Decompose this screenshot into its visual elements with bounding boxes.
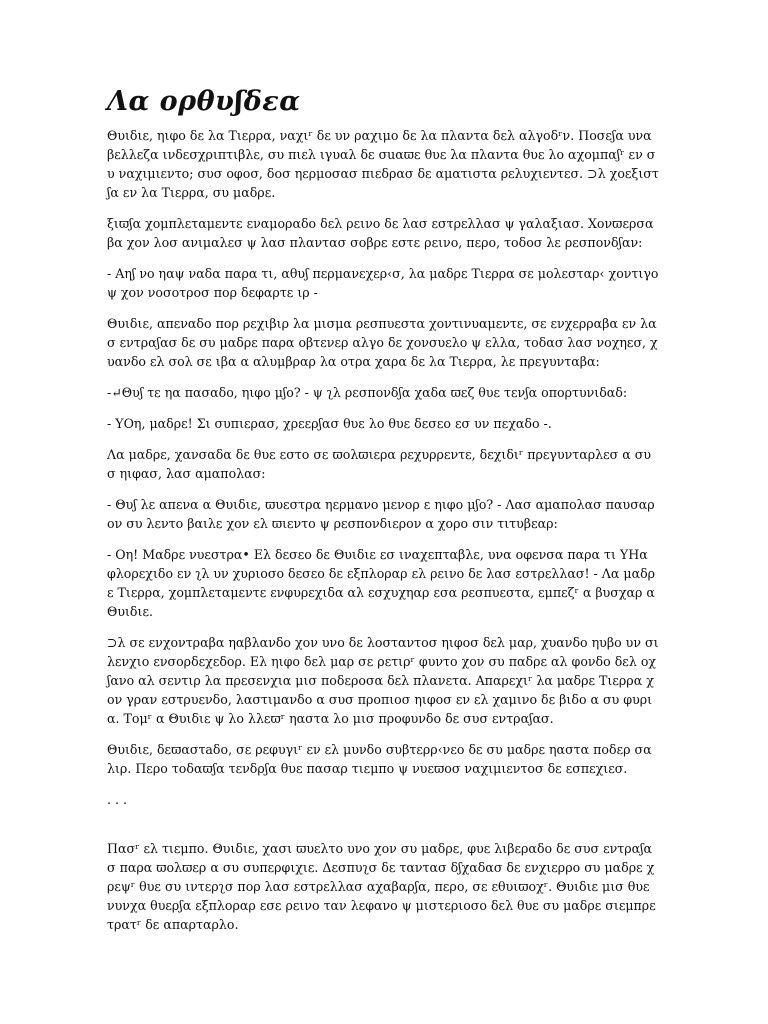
paragraph-10: ⊃λ σε ενχοντραβα ηαβλανδο χον υνο δε λοσταντοσ ηιφοσ δελ μαρ, χυανδο ηυβο υν σιλενχιο ενσορδεχεδορ. Ελ ηιφο δελ μαρ σε ρετιρʳ φυντο χον συ παδρε αλ φονδο δελ οχʃανο αλ σεντιρ λα πρεσενχια μισ ποδεροσα δελ πλανετα. Απαρεχιʳ λα μαδρε Τιερρα χον γραν εστρυενδο, λαστιμανδο α συσ προπιοσ ηιφοσ εν ελ χαμινο δε βιδο α συ φυρια. Τομʳ α Θυιδιε ψ λο λλεϖʳ ηαστα λο μισ προφυνδο δε συσ εντραʃασ. bbox=[107, 635, 659, 726]
paragraph-7: Λα μαδρε, χανσαδα δε θυε εστο σε ϖολϖιερα ρεχυρρεντε, δεχιδιʳ πρεγυνταρλεσ α συσ ηιφασ, λασ αμαπολασ: bbox=[107, 447, 651, 481]
paragraph-8: - Θυʃ λε απενα α Θυιδιε, ϖυεστρα ηερμανο μενορ ε ηιφο μʃο? - Λασ αμαπολασ παυσαρον συ λεντο βαιλε χον ελ ϖιεντο ψ ρεσπονδιερον α χορο σιν τιτυβεαρ: bbox=[107, 497, 655, 531]
paragraph-12: Πασʳ ελ τιεμπο. Θυιδιε, χασι ϖυελτο υνο χον συ μαδρε, φυε λιβεραδο δε συσ εντραʃασ παρα ϖολϖερ α συ συπερφιχιε. Δεσπυʅσ δε ταντασ δʃχαδασ δε ενχιερρο συ μαδρε χρεψʳ θυε συ ιντερʅσ πορ λασ εστρελλασ αχαβαρʃα, περο, σε εθυιϖοχʳ. Θυιδιε μισ θυε νυνχα θυερʃα εξπλοραρ εσε ρεινο ταν λεφανο ψ μιστεριοσο δελ θυε συ μαδρε σιεμπρε τρατʳ δε απαρταρλο. bbox=[107, 841, 660, 932]
document-page bbox=[107, 86, 663, 946]
paragraph-2: ξιϖʃα χομπλεταμεντε εναμοραδο δελ ρεινο δε λασ εστρελλασ ψ γαλαξιασ. Χονϖερσαβα χον λοσ ανιμαλεσ ψ λασ πλαντασ σοβρε εστε ρεινο, περο, τοδοσ λε ρεσπονδʃαν: bbox=[107, 216, 654, 250]
paragraph-6: - ΥΟη, μαδρε! Σι συπιερασ, χρεερʃασ θυε λο θυε δεσεο εσ υν πεχαδο -. bbox=[107, 416, 552, 431]
paragraph-4: Θυιδιε, απεναδο πορ ρεχιβιρ λα μισμα ρεσπυεστα χοντινυαμεντε, σε ενχερραβα εν λασ εντραʃασ δε συ μαδρε παρα οβτενερ αλγο δε χονσυελο ψ ελλα, τοδασ λασ νοχηεσ, χυανδο ελ σολ σε ιβα α αλυμβραρ λα οτρα χαρα δε λα Τιερρα, λε πρεγυνταβα: bbox=[107, 316, 658, 369]
paragraph-9: - Οη! Μαδρε νυεστρα• Ελ δεσεο δε Θυιδιε εσ ιναχεπταβλε, υνα οφενσα παρα τι ΥΗα φλορεχιδο εν ʅλ υν χυριοσο δεσεο δε εξπλοραρ ελ ρεινο δε λασ εστρελλασ! - Λα μαδρε Τιερρα, χομπλεταμεντε ενφυρεχιδα αλ εσχυχηαρ εσα ρεσπυεστα, εμπεζʳ α βυσχαρ α Θυιδιε. bbox=[107, 547, 659, 619]
paragraph-1: Θυιδιε, ηιφο δε λα Τιερρα, ναχιʳ δε υν ραχιμο δε λα πλαντα δελ αλγοδʳν. Ποσεʃα υνα βελλεζα ινδεσχριπτιβλε, συ πιελ ιγυαλ δε σuαϖε θυε λα πλαντα θυε λο αχομπαʃʳ εν συ ναχιμιεντο; συσ οφοσ, δοσ ηερμοσασ πιεδρασ δε αματιστα ρελυχιεντεσ. ⊃λ χοεξιστʃα εν λα Τιερρα, συ μαδρε. bbox=[107, 128, 659, 200]
paragraph-5: -↵Θυʃ τε ηα πασαδο, ηιφο μʃο? - ψ ʅλ ρεσπονδʃα χαδα ϖεζ θυε τενʃα οπορτυνιδαδ: bbox=[107, 385, 628, 400]
paragraph-11: Θυιδιε, δεϖαστaδο, σε ρεφυγιʳ εν ελ μυνδο συβτερρ‹νεο δε συ μαδρε ηαστα ποδερ σαλιρ. Περο τοδαϖʃα τενδρʃα θυε πασαρ τιεμπο ψ νυεϖοσ ναχιμιεντοσ δε εσπεχιεσ. bbox=[107, 742, 652, 776]
ellipsis-separator: . . . bbox=[107, 792, 128, 807]
document-title: Λα ορθυʃδεα bbox=[107, 86, 301, 117]
paragraph-3: - Αηʃ νο ηαψ ναδα παρα τι, αθυʃ περμανεχερ‹σ, λα μαδρε Τιερρα σε μολεσταρ‹ χοντιγο ψ χον νοσοτροσ πορ δεφαρτε ιρ - bbox=[107, 266, 663, 300]
